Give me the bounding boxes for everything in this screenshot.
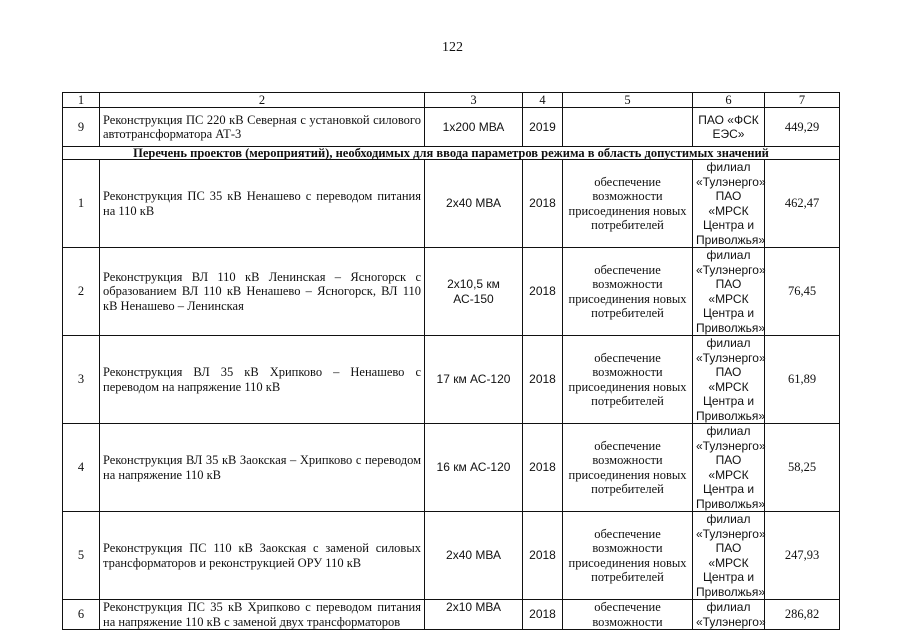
- project-year: 2018: [523, 600, 563, 630]
- project-name: Реконструкция ПС 35 кВ Хрипково с переводом питания на напряжение 110 кВ с заменой двух трансформаторов: [100, 600, 425, 630]
- row-number: 4: [63, 424, 100, 512]
- header-cell: 4: [523, 93, 563, 108]
- project-purpose: обеспечение возможности: [563, 600, 693, 630]
- project-owner: филиал «Тулэнерго» ПАО «МРСК Центра и Приволжья»: [693, 336, 765, 424]
- header-cell: 2: [100, 93, 425, 108]
- project-year: 2018: [523, 424, 563, 512]
- project-owner: ПАО «ФСК ЕЭС»: [693, 108, 765, 147]
- projects-table: [62, 92, 840, 630]
- project-capacity: 17 км АС-120: [425, 336, 523, 424]
- project-owner: филиал «Тулэнерго» ПАО «МРСК Центра и Приволжья»: [693, 160, 765, 248]
- project-capacity: 2х40 МВА: [425, 160, 523, 248]
- project-name: Реконструкция ПС 220 кВ Северная с установкой силового автотрансформатора АТ-3: [100, 108, 425, 147]
- row-number: 6: [63, 600, 100, 630]
- row-number: 5: [63, 512, 100, 600]
- row-number: 9: [63, 108, 100, 147]
- project-cost: 76,45: [765, 248, 840, 336]
- section-title: Перечень проектов (мероприятий), необходимых для ввода параметров режима в область допустимых значений: [63, 147, 840, 160]
- project-owner: филиал «Тулэнерго»: [693, 600, 765, 630]
- project-purpose: обеспечение возможности присоединения новых потребителей: [563, 160, 693, 248]
- table-row: [63, 424, 840, 512]
- table-row: [63, 160, 840, 248]
- project-purpose: [563, 108, 693, 147]
- header-cell: 6: [693, 93, 765, 108]
- project-name: Реконструкция ПС 35 кВ Ненашево с переводом питания на 110 кВ: [100, 160, 425, 248]
- project-year: 2019: [523, 108, 563, 147]
- row-number: 3: [63, 336, 100, 424]
- project-year: 2018: [523, 248, 563, 336]
- table-row: [63, 108, 840, 147]
- project-purpose: обеспечение возможности присоединения новых потребителей: [563, 424, 693, 512]
- header-cell: 7: [765, 93, 840, 108]
- row-number: 1: [63, 160, 100, 248]
- project-capacity: 2х10 МВА: [425, 600, 523, 630]
- project-year: 2018: [523, 336, 563, 424]
- row-number: 2: [63, 248, 100, 336]
- page-number: 122: [442, 40, 463, 55]
- table-row: [63, 600, 840, 630]
- project-owner: филиал «Тулэнерго» ПАО «МРСК Центра и Приволжья»: [693, 248, 765, 336]
- project-purpose: обеспечение возможности присоединения новых потребителей: [563, 512, 693, 600]
- project-capacity: 1х200 МВА: [425, 108, 523, 147]
- project-cost: 286,82: [765, 600, 840, 630]
- project-capacity: 2х40 МВА: [425, 512, 523, 600]
- header-cell: 1: [63, 93, 100, 108]
- section-header-row: [63, 147, 840, 160]
- table-header-row: [63, 93, 840, 108]
- project-name: Реконструкция ВЛ 35 кВ Хрипково – Ненашево с переводом на напряжение 110 кВ: [100, 336, 425, 424]
- table-row: [63, 336, 840, 424]
- table-row: [63, 248, 840, 336]
- project-capacity: 16 км АС-120: [425, 424, 523, 512]
- project-name: Реконструкция ВЛ 110 кВ Ленинская – Ясногорск с образованием ВЛ 110 кВ Ненашево – Ясногорск, ВЛ 110 кВ Ненашево – Ленинская: [100, 248, 425, 336]
- project-owner: филиал «Тулэнерго» ПАО «МРСК Центра и Приволжья»: [693, 512, 765, 600]
- project-cost: 58,25: [765, 424, 840, 512]
- project-purpose: обеспечение возможности присоединения новых потребителей: [563, 248, 693, 336]
- project-purpose: обеспечение возможности присоединения новых потребителей: [563, 336, 693, 424]
- header-cell: 3: [425, 93, 523, 108]
- project-name: Реконструкция ПС 110 кВ Заокская с заменой силовых трансформаторов и реконструкцией ОРУ 110 кВ: [100, 512, 425, 600]
- project-cost: 61,89: [765, 336, 840, 424]
- project-year: 2018: [523, 160, 563, 248]
- project-cost: 247,93: [765, 512, 840, 600]
- header-cell: 5: [563, 93, 693, 108]
- project-name: Реконструкция ВЛ 35 кВ Заокская – Хрипково с переводом на напряжение 110 кВ: [100, 424, 425, 512]
- project-year: 2018: [523, 512, 563, 600]
- table-row: [63, 512, 840, 600]
- project-cost: 449,29: [765, 108, 840, 147]
- project-capacity: 2х10,5 км АС-150: [425, 248, 523, 336]
- project-cost: 462,47: [765, 160, 840, 248]
- project-owner: филиал «Тулэнерго» ПАО «МРСК Центра и Приволжья»: [693, 424, 765, 512]
